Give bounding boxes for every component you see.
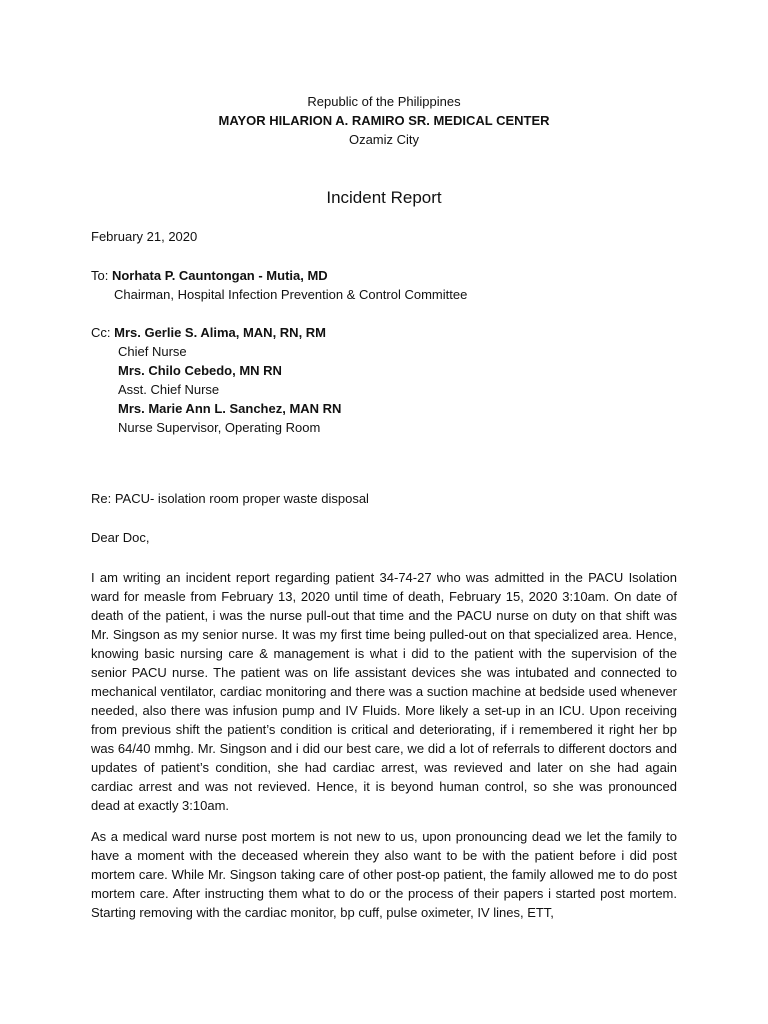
hospital-name: MAYOR HILARION A. RAMIRO SR. MEDICAL CENTER: [218, 113, 550, 128]
body-paragraph-1: I am writing an incident report regarding patient 34-74-27 who was admitted in the PACU Isolation ward for measle from February 13, 2020 until time of death, February 15, 2020 3:10am. On date of death of the patient, i was the nurse pull-out that time and the PACU nurse on duty on that shift was Mr. Singson as my senior nurse. It was my first time being pulled-out on that specialized area. Hence, knowing basic nursing care & management is what i did to the patient with the supervision of the senior PACU nurse. The patient was on life assistant devices she was intubated and connected to mechanical ventilator, cardiac monitoring and there was a suction machine at bedside used whenever needed, also there was infusion pump and IV Fluids. More likely a set-up in an ICU. Upon receiving from previous shift the patient’s condition is critical and deteriorating, if i remembered it right her bp was 64/40 mmhg. Mr. Singson and i did our best care, we did a lot of referrals to different doctors and updates of patient’s condition, she had cardiac arrest, was revieved and later on she had again cardiac arrest and was not revieved. Hence, it is beyond human control, so she was pronounced dead at exactly 3:10am.: [91, 570, 677, 813]
salutation: Dear Doc,: [91, 530, 150, 545]
cc-block: [91, 323, 341, 437]
cc-name-3: Mrs. Marie Ann L. Sanchez, MAN RN: [118, 401, 342, 416]
to-prefix: To:: [91, 268, 109, 283]
document-title: Incident Report: [326, 188, 442, 207]
letter-date: February 21, 2020: [91, 229, 198, 244]
cc-position-3: Nurse Supervisor, Operating Room: [118, 420, 321, 435]
cc-position-1: Chief Nurse: [118, 344, 187, 359]
body-paragraph-2: As a medical ward nurse post mortem is not new to us, upon pronouncing dead we let the family to have a moment with the deceased wherein they also want to be with the patient before i did post mortem care. While Mr. Singson taking care of other post-op patient, the family allowed me to do post mortem care. After instructing them what to do or the process of their papers i started post mortem. Starting removing with the cardiac monitor, bp cuff, pulse oximeter, IV lines, ETT,: [91, 829, 677, 920]
cc-position-2: Asst. Chief Nurse: [118, 382, 220, 397]
letterhead: [0, 92, 768, 149]
cc-name-1: Mrs. Gerlie S. Alima, MAN, RN, RM: [114, 325, 327, 340]
country-line: Republic of the Philippines: [307, 94, 461, 109]
to-name: Norhata P. Cauntongan - Mutia, MD: [111, 268, 328, 283]
cc-prefix: Cc:: [91, 325, 111, 340]
to-block: [91, 266, 467, 304]
subject-line: Re: PACU- isolation room proper waste disposal: [91, 491, 369, 506]
to-position: Chairman, Hospital Infection Prevention & Control Committee: [114, 287, 468, 302]
cc-name-2: Mrs. Chilo Cebedo, MN RN: [118, 363, 282, 378]
city-line: Ozamiz City: [348, 132, 420, 147]
